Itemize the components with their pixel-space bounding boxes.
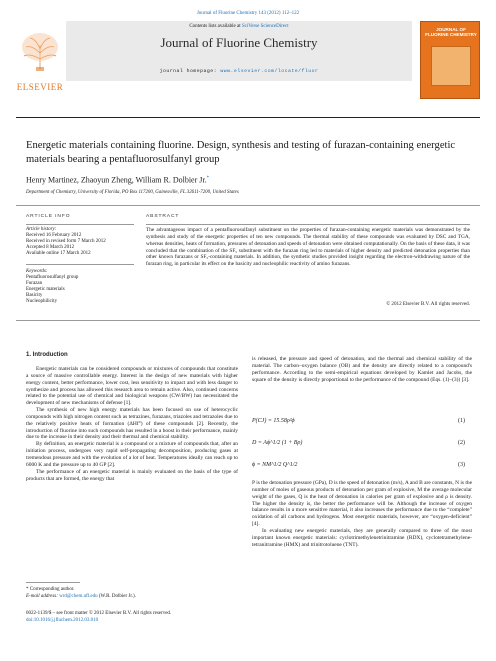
paragraph: The performance of an energetic material is mainly evaluated on the basis of the type of products that are formed, the energy that bbox=[26, 468, 238, 482]
homepage-url[interactable]: www.elsevier.com/locate/fluor bbox=[220, 69, 319, 74]
abstract-text: The advantageous impact of a pentafluorosulfanyl substituent on the properties of furazan-containing energetic materials was demonstrated by the synthesis and study of the energetic properties of ten new compounds. The thermal stability of these compounds was evaluated by DSC and TGA, whereas densities, heats of formation, pressures of detonation and speeds of detonation were obtained computationally. On the basis of these data, it was concluded that the combination of the SF₅ substituent with the furazan ring led to materials of higher density and predicted detonation properties than other known furazans or SF₅-containing materials. In addition, the synthetic studies provided insight regarding the electron-withdrawing nature of the furazan ring, in particular its effect on the basicity and nucleophilic reactivity of amino furazans. bbox=[146, 227, 470, 268]
keywords-label: Keywords: bbox=[26, 269, 48, 274]
keyword: Pentafluorosulfanyl group bbox=[26, 275, 79, 280]
sciencedirect-link[interactable]: SciVerse ScienceDirect bbox=[241, 24, 289, 29]
history-label: Article history: bbox=[26, 227, 57, 232]
email-suffix: (W.R. Dolbier Jr.). bbox=[98, 594, 136, 599]
cover-title: JOURNAL OF FLUORINE CHEMISTRY bbox=[425, 27, 477, 38]
keywords bbox=[26, 269, 136, 305]
publisher-logo-text: ELSEVIER bbox=[16, 82, 64, 92]
article-info-heading: ARTICLE INFO bbox=[26, 214, 71, 219]
abstract-heading: ABSTRACT bbox=[146, 214, 180, 219]
header-rule bbox=[16, 117, 480, 118]
doi-link[interactable]: doi:10.1016/j.jfluchem.2012.03.010 bbox=[26, 618, 99, 623]
contents-prefix: Contents lists available at bbox=[189, 24, 241, 29]
keyword: Energetic materials bbox=[26, 287, 65, 292]
contents-line bbox=[66, 24, 412, 30]
journal-cover bbox=[420, 21, 480, 99]
affiliation-rule bbox=[16, 205, 480, 206]
intro-column-2-body bbox=[252, 480, 472, 548]
journal-title: Journal of Fluorine Chemistry bbox=[160, 35, 318, 50]
issn-line: 0022-1139/$ – see front matter © 2012 Elsevier B.V. All rights reserved. bbox=[26, 611, 172, 616]
equation-number: (1) bbox=[458, 418, 465, 424]
equation-number: (2) bbox=[458, 440, 465, 446]
history-item: Received in revised form 7 March 2012 bbox=[26, 239, 106, 244]
history-item: Accepted 8 March 2012 bbox=[26, 245, 75, 250]
equation-2: D = Aϕ^1/2 (1 + Bρ) bbox=[252, 440, 303, 446]
email-label: E-mail address: bbox=[26, 594, 58, 599]
intro-heading: 1. Introduction bbox=[26, 352, 68, 358]
corresponding-note: * Corresponding author. bbox=[26, 587, 75, 592]
affiliation: Department of Chemistry, University of Florida, PO Box 117200, Gainesville, FL 32611-7200, United States bbox=[26, 190, 239, 195]
abstract-rule bbox=[146, 224, 470, 225]
article-history bbox=[26, 227, 136, 257]
corresponding-mark[interactable]: * bbox=[206, 176, 210, 181]
history-item: Received 16 February 2012 bbox=[26, 233, 82, 238]
keyword: Nucleophilicity bbox=[26, 299, 58, 304]
cover-artwork bbox=[431, 46, 471, 86]
article-info-rule bbox=[26, 224, 134, 225]
paragraph: P is the detonation pressure (GPa), D is the speed of detonation (m/s), A and B are constants, N is the number of moles of gaseous products of detonation per gram of explosive, M the average molecular weight of the gases, Q is the heat of detonation in calories per gram of explosive and ρ is density. The higher the density is, the better the performance will be. Although the increase of oxygen balance results in a more sensitive material, it also increases the performance due to the “complete” oxidation of all carbons and hydrogens. Most energetic materials, however, are “oxygen-deficient” [4]. bbox=[252, 480, 472, 528]
keyword: Basicity bbox=[26, 293, 43, 298]
history-item: Available online 17 March 2012 bbox=[26, 251, 91, 256]
article-title: Energetic materials containing fluorine. Design, synthesis and testing of furazan-containing energetic materials bearing a pentafluorosulfanyl group bbox=[26, 140, 456, 165]
author-names: Henry Martinez, Zhaoyun Zheng, William R. Dolbier Jr. bbox=[26, 175, 207, 185]
paragraph: Energetic materials can be considered compounds or mixtures of compounds that constitute a source of massive controllable energy. Interest in the design of new materials with higher energy content, better performance, lower cost, less sensitivity to impact and with less danger to synthesize and process has allowed this research area to remain active. Also, continued concerns related to the potential use of chemical and biological weapons (CW/BW) has necessitated the development of new mechanisms of defense [1]. bbox=[26, 366, 238, 407]
copyright: © 2012 Elsevier B.V. All rights reserved. bbox=[386, 301, 470, 307]
keyword: Furazan bbox=[26, 281, 43, 286]
paragraph: In evaluating new energetic materials, they are generally compared to three of the most important known energetic materials: cyclotrimethylenetrinitramine (RDX), cyclotetramethylene-tetranitramine (HMX) and trinitrotoluene (TNT). bbox=[252, 527, 472, 548]
equation-3: ϕ = NM^1/2 Q^1/2 bbox=[252, 462, 298, 468]
intro-column-1 bbox=[26, 366, 238, 482]
intro-column-2-top: is released, the pressure and speed of detonation, and the thermal and chemical stability of the material. The carbon–oxygen balance (OB) and the density are directly related to a compound's performance. According to the semi-empirical equations developed by Kamlet and Jacobs, the square of the density is directly proportional to the performance of the compound (Eqs. (1)–(3)) [3]. bbox=[252, 356, 472, 383]
footnote-rule bbox=[26, 582, 80, 583]
elsevier-logo bbox=[16, 23, 64, 83]
paragraph: By definition, an energetic material is a compound or a mixture of compounds that, after an initiation process, undergoes very rapid self-propagating decomposition, producing gases at tremendous pressure and with the evolution of a lot of heat. Temperatures ideally can reach up to 6000 K and the pressure up to 40 GP [2]. bbox=[26, 441, 238, 468]
equation-1: P(CJ) = 15.58ρ²ϕ bbox=[252, 418, 295, 424]
homepage-prefix: journal homepage: bbox=[159, 69, 221, 74]
equation-number: (3) bbox=[458, 462, 465, 468]
journal-reference[interactable]: Journal of Fluorine Chemistry 143 (2012) 112–122 bbox=[196, 11, 300, 16]
journal-homepage bbox=[66, 69, 412, 75]
abstract-bottom-rule bbox=[16, 320, 480, 321]
keywords-rule bbox=[26, 264, 134, 265]
paragraph: The synthesis of new high energy materials has been focused on use of heterocyclic compounds with high nitrogen content such as tetrazines, furazans, triazoles and tetrazoles due to the relatively positive heats of formation (ΔHf°) of these compounds [2]. Recently, the introduction of fluorine into such compounds has resulted in a boost in their performance, mainly due to the increase in their density and their thermal and chemical stability. bbox=[26, 407, 238, 441]
email-line bbox=[26, 594, 136, 600]
authors bbox=[26, 174, 209, 186]
email-link[interactable]: wrd@chem.ufl.edu bbox=[59, 594, 98, 599]
